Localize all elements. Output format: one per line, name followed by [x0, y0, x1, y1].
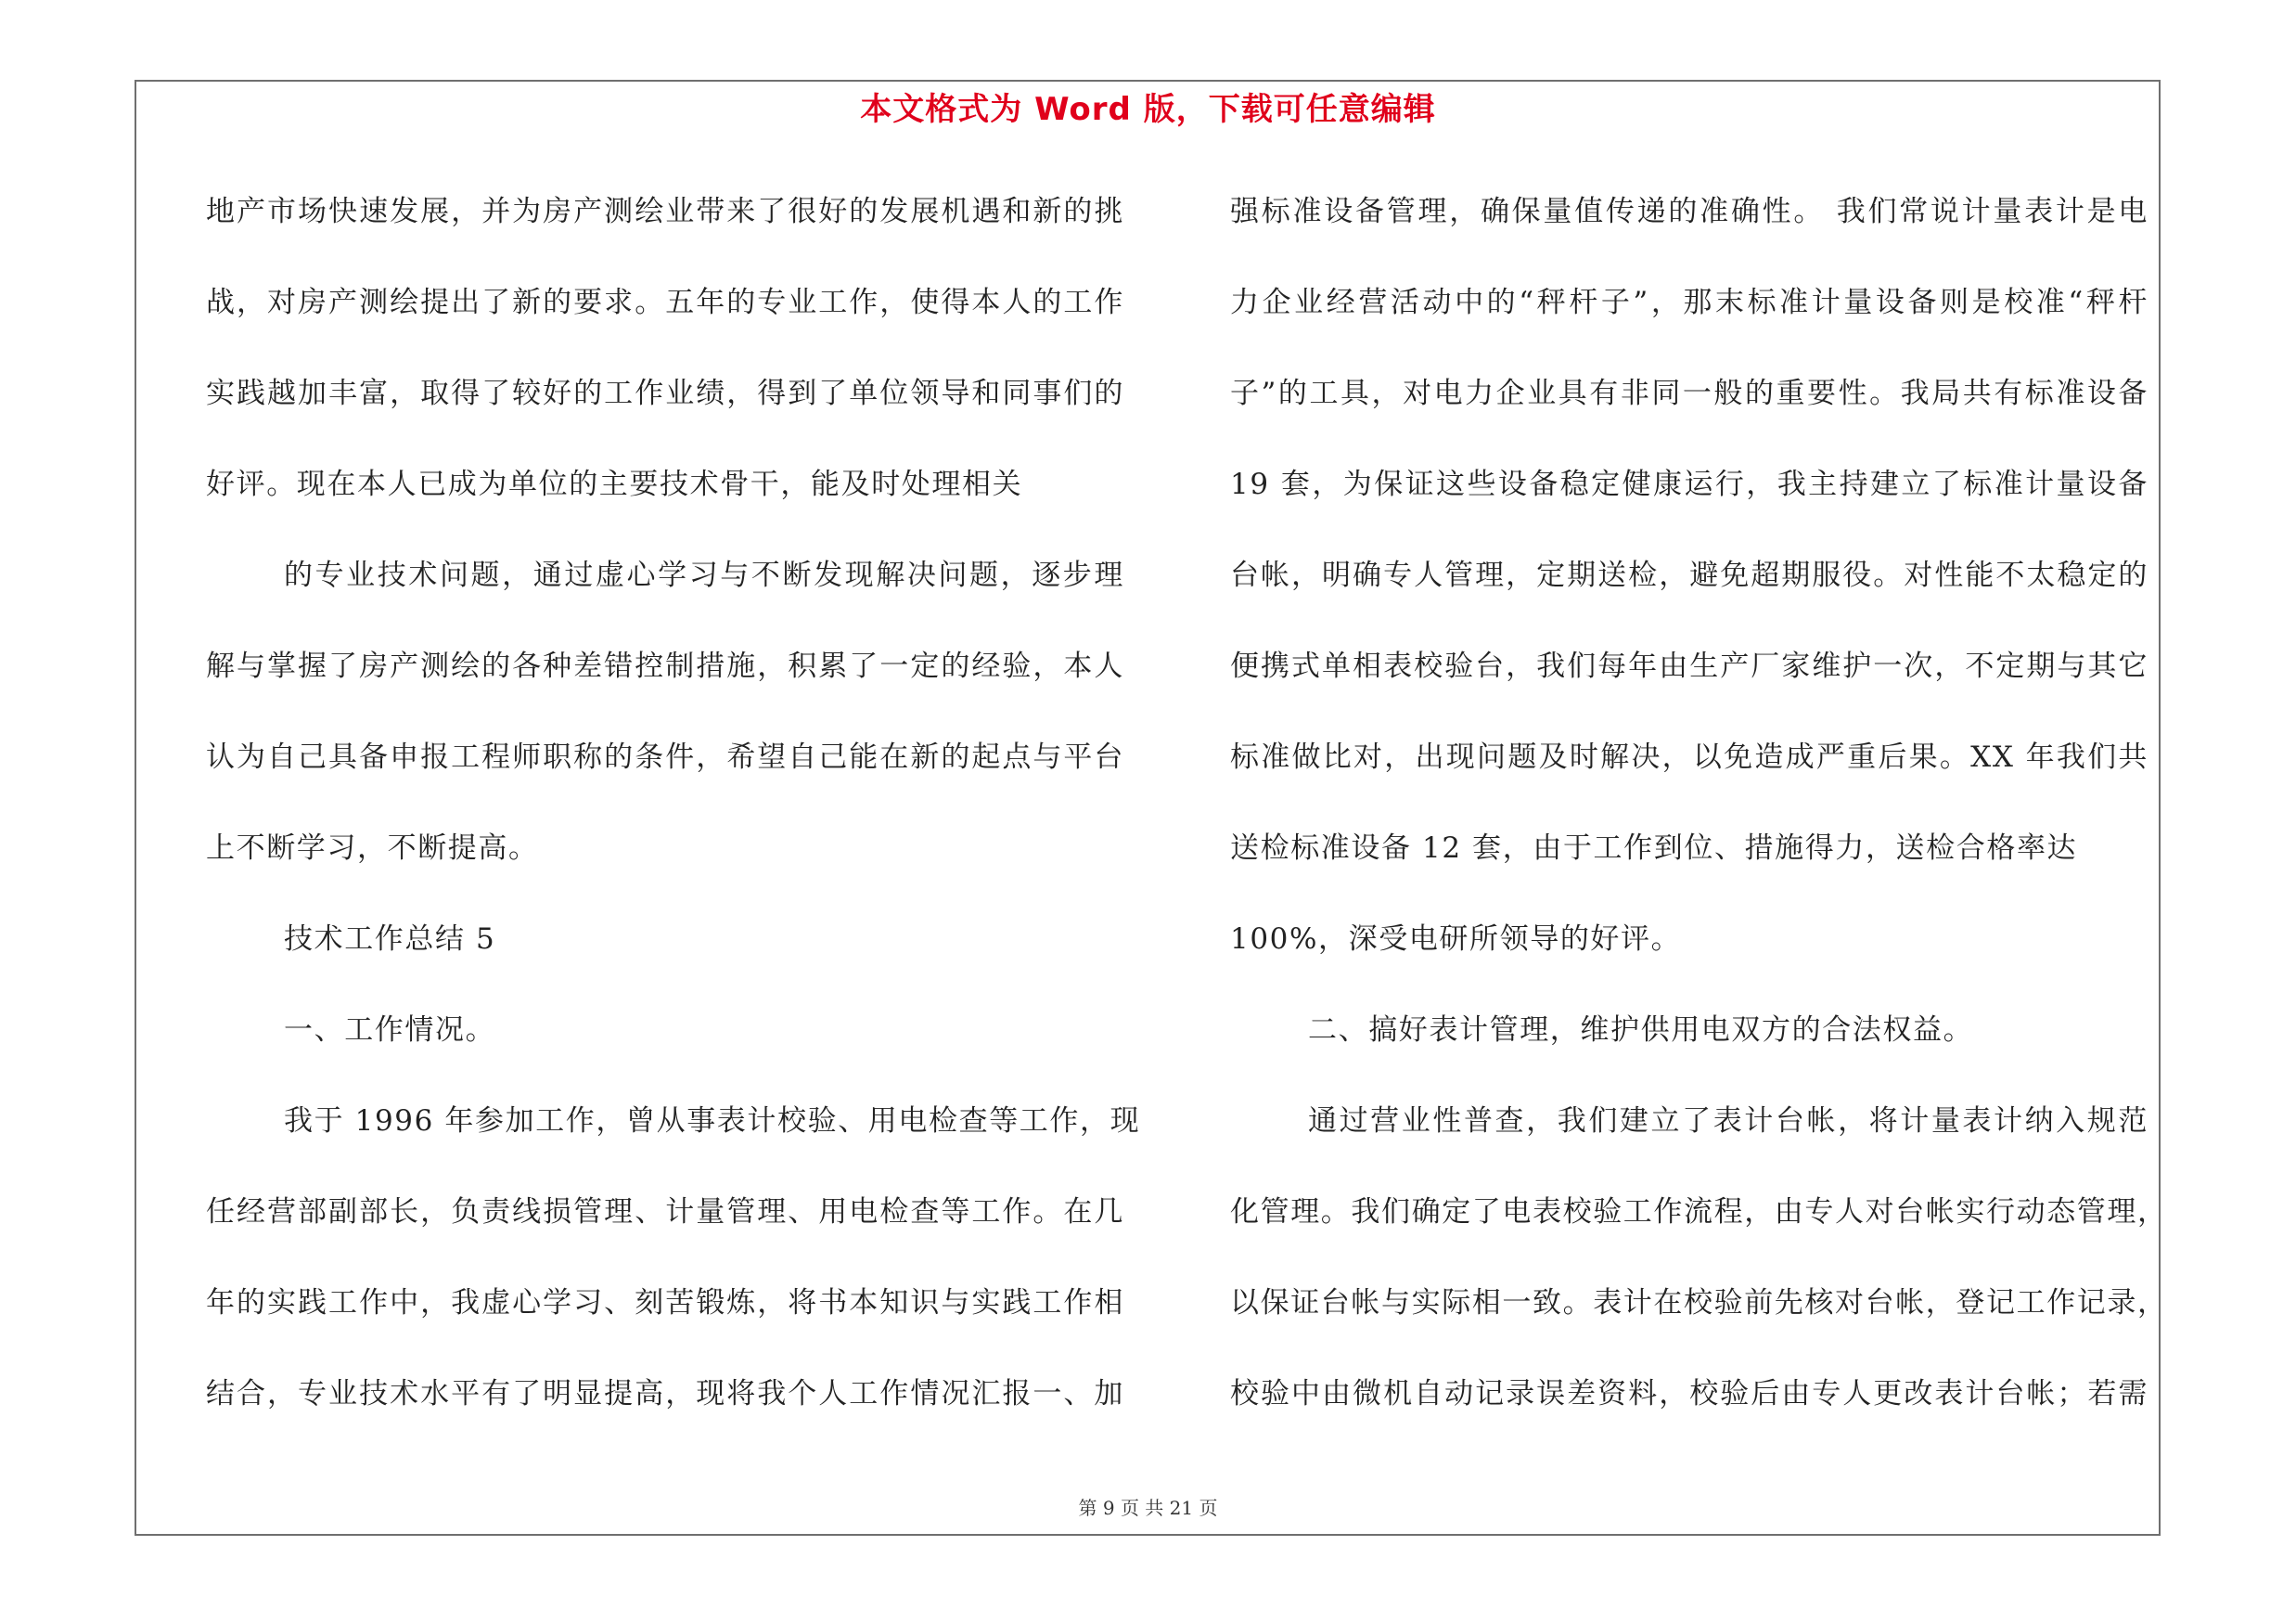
text-line: 强标准设备管理，确保量值传递的准确性。 我们常说计量表计是电 — [1230, 195, 2148, 228]
text-line: 认为自己具备申报工程师职称的条件，希望自己能在新的起点与平台 — [206, 741, 1124, 774]
text-line: 化管理。我们确定了电表校验工作流程，由专人对台帐实行动态管理， — [1230, 1195, 2168, 1229]
text-line: 年的实践工作中，我虚心学习、刻苦锻炼，将书本知识与实践工作相 — [206, 1286, 1124, 1320]
text-line: 便携式单相表校验台，我们每年由生产厂家维护一次，不定期与其它 — [1230, 650, 2148, 683]
text-line: 19 套，为保证这些设备稳定健康运行，我主持建立了标准计量设备 — [1230, 468, 2148, 501]
section-heading: 技术工作总结 5 — [284, 922, 496, 956]
text-line: 结合，专业技术水平有了明显提高，现将我个人工作情况汇报一、加 — [206, 1377, 1124, 1410]
text-line: 地产市场快速发展，并为房产测绘业带来了很好的发展机遇和新的挑 — [206, 195, 1124, 228]
left-column — [206, 182, 1141, 1455]
text-line: 任经营部副部长，负责线损管理、计量管理、用电检查等工作。在几 — [206, 1195, 1124, 1229]
text-line: 实践越加丰富，取得了较好的工作业绩，得到了单位领导和同事们的 — [206, 377, 1124, 410]
text-line: 校验中由微机自动记录误差资料，校验后由专人更改表计台帐；若需 — [1230, 1377, 2148, 1410]
page-number: 第 9 页 共 21 页 — [1078, 1497, 1218, 1519]
text-line: 力企业经营活动中的“秤杆子”，那末标准计量设备则是校准“秤杆 — [1230, 286, 2148, 319]
text-line: 的专业技术问题，通过虚心学习与不断发现解决问题，逐步理 — [284, 559, 1124, 592]
text-line: 台帐，明确专人管理，定期送检，避免超期服役。对性能不太稳定的 — [1230, 559, 2148, 592]
text-line: 上不断学习，不断提高。 — [206, 831, 539, 865]
text-line: 解与掌握了房产测绘的各种差错控制措施，积累了一定的经验，本人 — [206, 650, 1124, 683]
text-line: 子”的工具，对电力企业具有非同一般的重要性。我局共有标准设备 — [1230, 377, 2148, 410]
text-line: 好评。现在本人已成为单位的主要技术骨干，能及时处理相关 — [206, 468, 1023, 501]
text-line: 100%，深受电研所领导的好评。 — [1230, 922, 1682, 956]
format-banner: 本文格式为 Word 版，下载可任意编辑 — [860, 91, 1436, 128]
right-column — [1230, 182, 2168, 1455]
subsection-heading: 一、工作情况。 — [284, 1013, 496, 1047]
text-line: 以保证台帐与实际相一致。表计在校验前先核对台帐，登记工作记录， — [1230, 1286, 2168, 1320]
text-line: 战，对房产测绘提出了新的要求。五年的专业工作，使得本人的工作 — [206, 286, 1124, 319]
text-line: 通过营业性普查，我们建立了表计台帐，将计量表计纳入规范 — [1308, 1104, 2148, 1138]
text-line: 我于 1996 年参加工作，曾从事表计校验、用电检查等工作，现 — [284, 1104, 1141, 1138]
text-line: 送检标准设备 12 套，由于工作到位、措施得力，送检合格率达 — [1230, 831, 2078, 865]
text-line: 标准做比对，出现问题及时解决，以免造成严重后果。XX 年我们共 — [1230, 741, 2148, 774]
subsection-heading: 二、搞好表计管理，维护供用电双方的合法权益。 — [1308, 1013, 1974, 1047]
